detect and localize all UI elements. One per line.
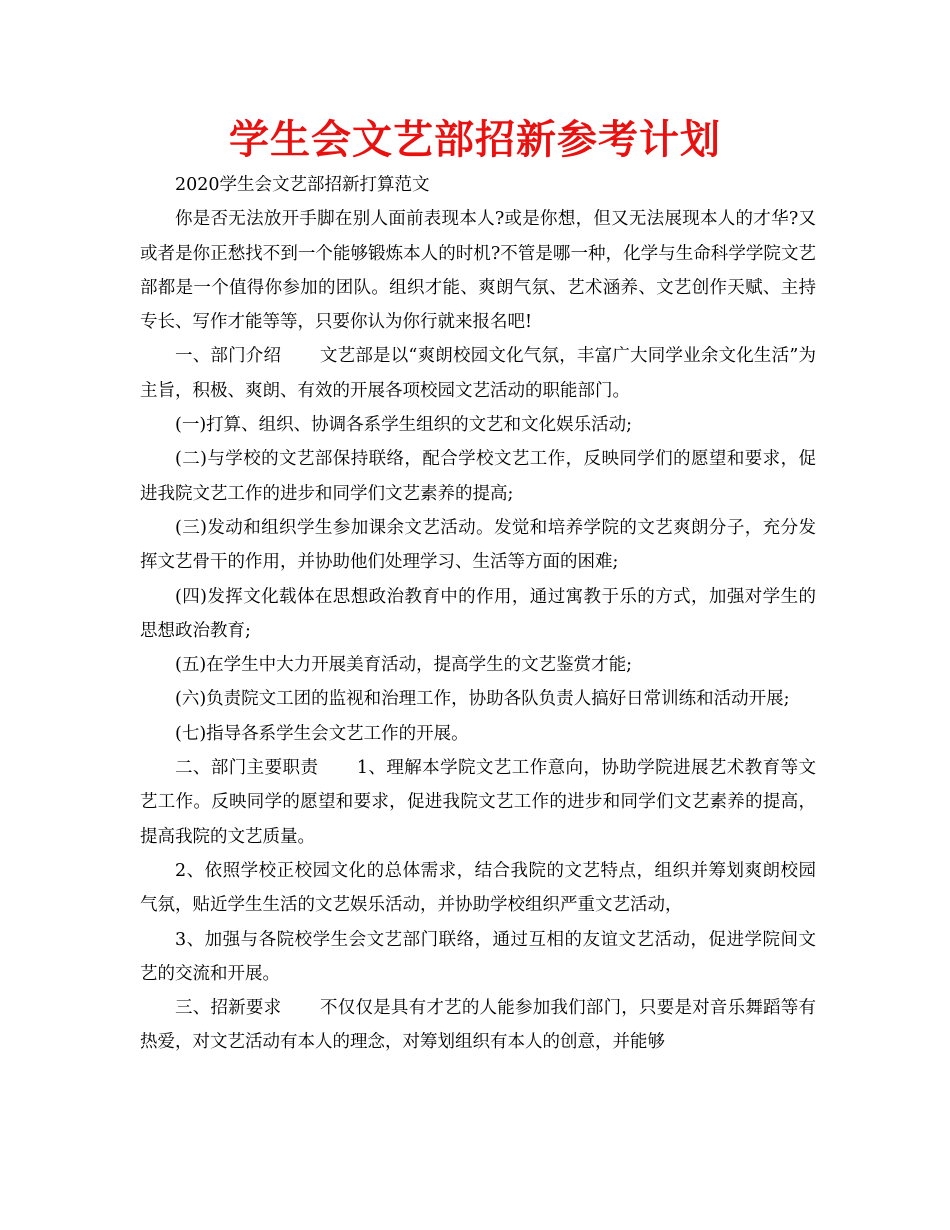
section-department-intro	[140, 339, 816, 408]
duty-item: (二)与学校的文艺部保持联络，配合学校文艺工作，反映同学们的愿望和要求，促进我院文艺工作的进步和同学们文艺素养的提高;	[140, 449, 816, 504]
section-heading: 三、招新要求	[175, 998, 282, 1019]
section-text: 文艺部是以“爽朗校园文化气氛，丰富广大同学业余文化生活”为主旨，积极、爽朗、有效的开展各项校园文艺活动的职能部门。	[140, 346, 816, 401]
duty-item: (七)指导各系学生会文艺工作的开展。	[175, 723, 469, 744]
section-heading: 二、部门主要职责	[175, 758, 319, 779]
document-body	[140, 168, 816, 1060]
subtitle-paragraph: 2020学生会文艺部招新打算范文	[175, 175, 430, 195]
section-recruitment	[140, 991, 816, 1060]
duty-item: (六)负责院文工团的监视和治理工作，协助各队负责人搞好日常训练和活动开展;	[175, 689, 790, 710]
responsibility-item: 3、加强与各院校学生会文艺部门联络，通过互相的友谊文艺活动，促进学院间文艺的交流和开展。	[140, 929, 816, 984]
section-main-duties	[140, 751, 816, 854]
section-text: 1、理解本学院文艺工作意向，协助学院进展艺术教育等文艺工作。反映同学的愿望和要求，促进我院文艺工作的进步和同学们文艺素养的提高，提高我院的文艺质量。	[140, 758, 816, 847]
duty-item: (三)发动和组织学生参加课余文艺活动。发觉和培养学院的文艺爽朗分子，充分发挥文艺骨干的作用，并协助他们处理学习、生活等方面的困难;	[140, 517, 816, 573]
duty-item: (一)打算、组织、协调各系学生组织的文艺和文化娱乐活动;	[175, 415, 633, 436]
duty-item: (四)发挥文化载体在思想政治教育中的作用，通过寓教于乐的方式，加强对学生的思想政治教育;	[140, 586, 816, 641]
intro-paragraph: 你是否无法放开手脚在别人面前表现本人?或是你想，但又无法展现本人的才华?又或者是你正愁找不到一个能够锻炼本人的时机?不管是哪一种，化学与生命科学学院文艺部都是一个值得你参加的团队。组织才能、爽朗气氛、艺术涵养、文艺创作天赋、主持专长、写作才能等等，只要你认为你行就来报名吧!	[140, 209, 816, 333]
duty-item: (五)在学生中大力开展美育活动，提高学生的文艺鉴赏才能;	[175, 655, 633, 676]
responsibility-item: 2、依照学校正校园文化的总体需求，结合我院的文艺特点，组织并筹划爽朗校园气氛，贴近学生生活的文艺娱乐活动，并协助学校组织严重文艺活动，	[140, 860, 816, 916]
document-title: 学生会文艺部招新参考计划	[229, 116, 721, 163]
section-text: 不仅仅是具有才艺的人能参加我们部门，只要是对音乐舞蹈等有热爱，对文艺活动有本人的理念，对筹划组织有本人的创意，并能够	[140, 998, 817, 1053]
section-heading: 一、部门介绍	[175, 346, 282, 367]
